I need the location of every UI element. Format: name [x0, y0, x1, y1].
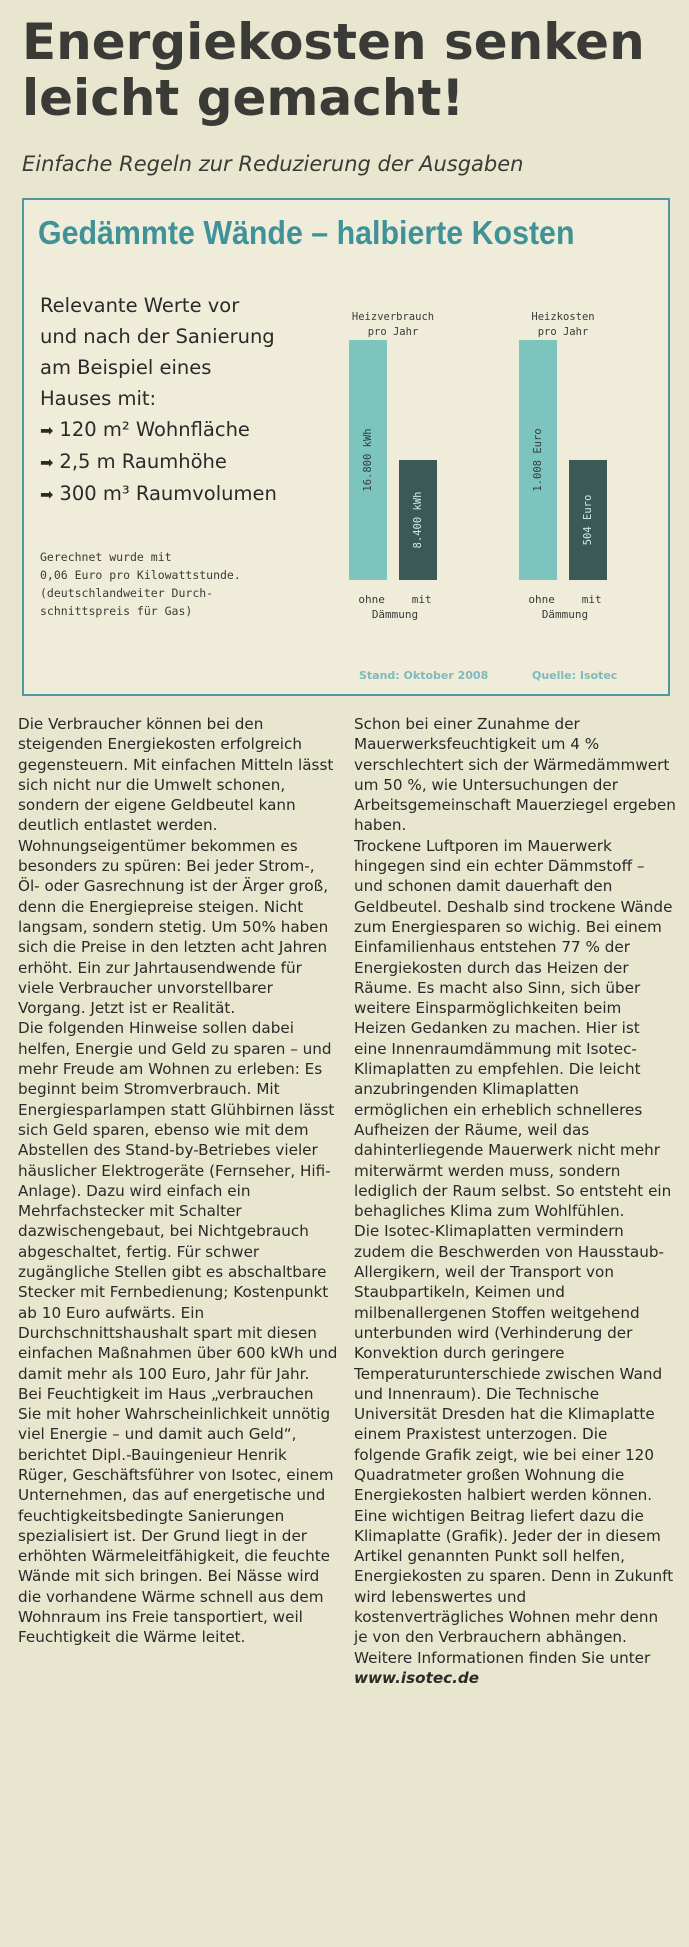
- headline-line-2: leicht gemacht!: [22, 69, 465, 127]
- spec-text: 120 m² Wohnfläche: [59, 418, 250, 441]
- intro-line: Relevante Werte vor: [40, 294, 240, 317]
- bar-value-label: 1.008 Euro: [532, 428, 544, 492]
- spec-item: [40, 414, 340, 446]
- paragraph: Trockene Luftporen im Mauerwerk hingegen sind ein echter Dämmstoff – und schonen damit dauerhaft den Geldbeutel. Deshalb sind trockene Wände zum Energiesparen so wichig. Bei einem Einfamilienhaus entstehen 77 % der Energiekosten durch das Heizen der Räume. Es macht also Sinn, sich über weitere Einsparmöglichkeiten beim Heizen Gedanken zu machen. Hier ist eine Innenraumdämmung mit Isotec-Klimaplatten zu empfehlen. Die leicht anzubringenden Klimaplatten ermöglichen ein erheblich schnelleres Aufheizen der Räume, weil das dahinterliegende Mauerwerk nicht mehr miterwärmt werden muss, sondern lediglich der Raum selbst. So entsteht ein behagliches Klima zum Wohlfühlen.: [354, 836, 673, 1221]
- category-label: mit: [581, 593, 602, 606]
- note-line: 0,06 Euro pro Kilowattstunde.: [40, 568, 241, 582]
- category-label: ohne: [528, 593, 555, 606]
- bar-value-label: 16.800 kWh: [362, 428, 374, 492]
- chart-title: Heizkosten pro Jahr: [531, 311, 595, 338]
- chart-title: Heizverbrauch pro Jahr: [351, 311, 435, 338]
- article-column-left: [18, 714, 340, 1648]
- chart-bar: [399, 460, 437, 580]
- spec-text: 300 m³ Raumvolumen: [59, 482, 277, 505]
- closing-text: Weitere Informationen finden Sie unter: [354, 1648, 651, 1667]
- arrow-right-icon: ➡: [40, 421, 54, 440]
- chart-bar: [519, 340, 557, 580]
- article-column-right: [354, 714, 676, 1688]
- paragraph: Wohnungseigentümer bekommen es besonders zu spüren: Bei jeder Strom-, Öl- oder Gasrechnung ist der Ärger groß, denn die Energiepreise steigen. Nicht langsam, sondern stetig. Um 50% haben sich die Preise in den letzten acht Jahren erhöht. Ein zur Jahrtausendwende für viele Verbraucher unvorstellbarer Vorgang. Jetzt ist er Realität.: [18, 836, 329, 1018]
- bar-value-label: 504 Euro: [582, 494, 594, 546]
- bar-value-label: 8.400 kWh: [412, 491, 424, 549]
- paragraph: Die Verbraucher können bei den steigenden Energiekosten erfolgreich gegensteuern. Mit einfachen Mitteln lässt sich nicht nur die Umwelt schonen, sondern der eigene Geldbeutel kann deutlich entlastet werden.: [18, 715, 334, 835]
- intro-line: am Beispiel eines: [40, 356, 212, 379]
- paragraph: Schon bei einer Zunahme der Mauerwerksfeuchtigkeit um 4 % verschlechtert sich der Wärmedämmwert um 50 %, wie Untersuchungen der Arbeitsgemeinschaft Mauerziegel ergeben haben.: [354, 715, 676, 835]
- infobox-title: Gedämmte Wände – halbierte Kosten: [38, 214, 575, 251]
- category-caption: Dämmung: [371, 608, 419, 621]
- chart-bar: [349, 340, 387, 580]
- infobox-intro: [40, 290, 340, 510]
- headline: [22, 14, 672, 126]
- spec-item: [40, 446, 340, 478]
- paragraph: Die Isotec-Klimaplatten vermindern zudem die Beschwerden von Hausstaub-Allergikern, weil der Transport von Staubpartikeln, Keimen und milbenallergenen Stoffen weitgehend unterbunden wird (Verhinderung der Konvektion durch geringere Temperaturunterschiede zwischen Wand und Innenraum). Die Technische Universität Dresden hat die Klimaplatte einem Praxistest unterzogen. Die folgende Grafik zeigt, wie bei einer 120 Quadratmeter großen Wohnung die Energiekosten halbiert werden können. Eine wichtigen Beitrag liefert dazu die Klimaplatte (Grafik). Jeder der in diesem Artikel genannten Punkt soll helfen, Energiekosten zu sparen. Denn in Zukunft wird lebenswertes und kostenverträgliches Wohnen mehr denn je von den Verbrauchern abhängen.: [354, 1222, 674, 1647]
- subheadline: Einfache Regeln zur Reduzierung der Ausgaben: [22, 152, 524, 176]
- arrow-right-icon: ➡: [40, 485, 54, 504]
- intro-line: Hauses mit:: [40, 387, 157, 410]
- note-line: (deutschlandweiter Durch-: [40, 586, 214, 600]
- stand-label: Stand: Oktober 2008: [359, 669, 489, 682]
- headline-line-1: Energiekosten senken: [22, 13, 645, 71]
- chart-category-labels: [345, 592, 445, 622]
- arrow-right-icon: ➡: [40, 453, 54, 472]
- category-caption: Dämmung: [541, 608, 589, 621]
- source-label: Quelle: Isotec: [532, 669, 618, 682]
- infobox: [22, 198, 670, 696]
- chart-bar: [569, 460, 607, 580]
- intro-line: und nach der Sanierung: [40, 325, 275, 348]
- chart-category-labels: [515, 592, 615, 622]
- category-label: ohne: [358, 593, 385, 606]
- website-link[interactable]: www.isotec.de: [354, 1668, 480, 1687]
- spec-item: [40, 478, 340, 510]
- spec-text: 2,5 m Raumhöhe: [59, 450, 227, 473]
- calculation-note: [40, 548, 320, 620]
- note-line: schnittspreis für Gas): [40, 604, 193, 618]
- note-line: Gerechnet wurde mit: [40, 550, 172, 564]
- category-label: mit: [411, 593, 432, 606]
- closing-line: [354, 1648, 676, 1689]
- paragraph: Bei Feuchtigkeit im Haus „verbrauchen Sie mit hoher Wahrscheinlichkeit unnötig viel Energie – und damit auch Geld“, berichtet Dipl.-Bauingenieur Henrik Rüger, Geschäftsführer von Isotec, einem Unternehmen, das auf energetische und feuchtigkeitsbedingte Sanierungen spezialisiert ist. Der Grund liegt in der erhöhten Wärmeleitfähigkeit, die feuchte Wände mit sich bringen. Bei Nässe wird die vorhandene Wärme schnell aus dem Wohnraum ins Freie tansportiert, weil Feuchtigkeit die Wärme leitet.: [18, 1384, 334, 1647]
- paragraph: Die folgenden Hinweise sollen dabei helfen, Energie und Geld zu sparen – und mehr Freude am Wohnen zu erleben: Es beginnt beim Stromverbrauch. Mit Energiesparlampen statt Glühbirnen lässt sich Geld sparen, ebenso wie mit dem Abstellen des Stand-by-Betriebes vieler häuslicher Elektrogeräte (Fernseher, Hifi-Anlage). Dazu wird einfach ein Mehrfachstecker mit Schalter dazwischengebaut, bei Nichtgebrauch abgeschaltet, fertig. Für schwer zugängliche Stellen gibt es abschaltbare Stecker mit Fernbedienung; Kostenpunkt ab 10 Euro aufwärts. Ein Durchschnittshaushalt spart mit diesen einfachen Maßnahmen über 600 kWh und damit mehr als 100 Euro, Jahr für Jahr.: [18, 1019, 338, 1383]
